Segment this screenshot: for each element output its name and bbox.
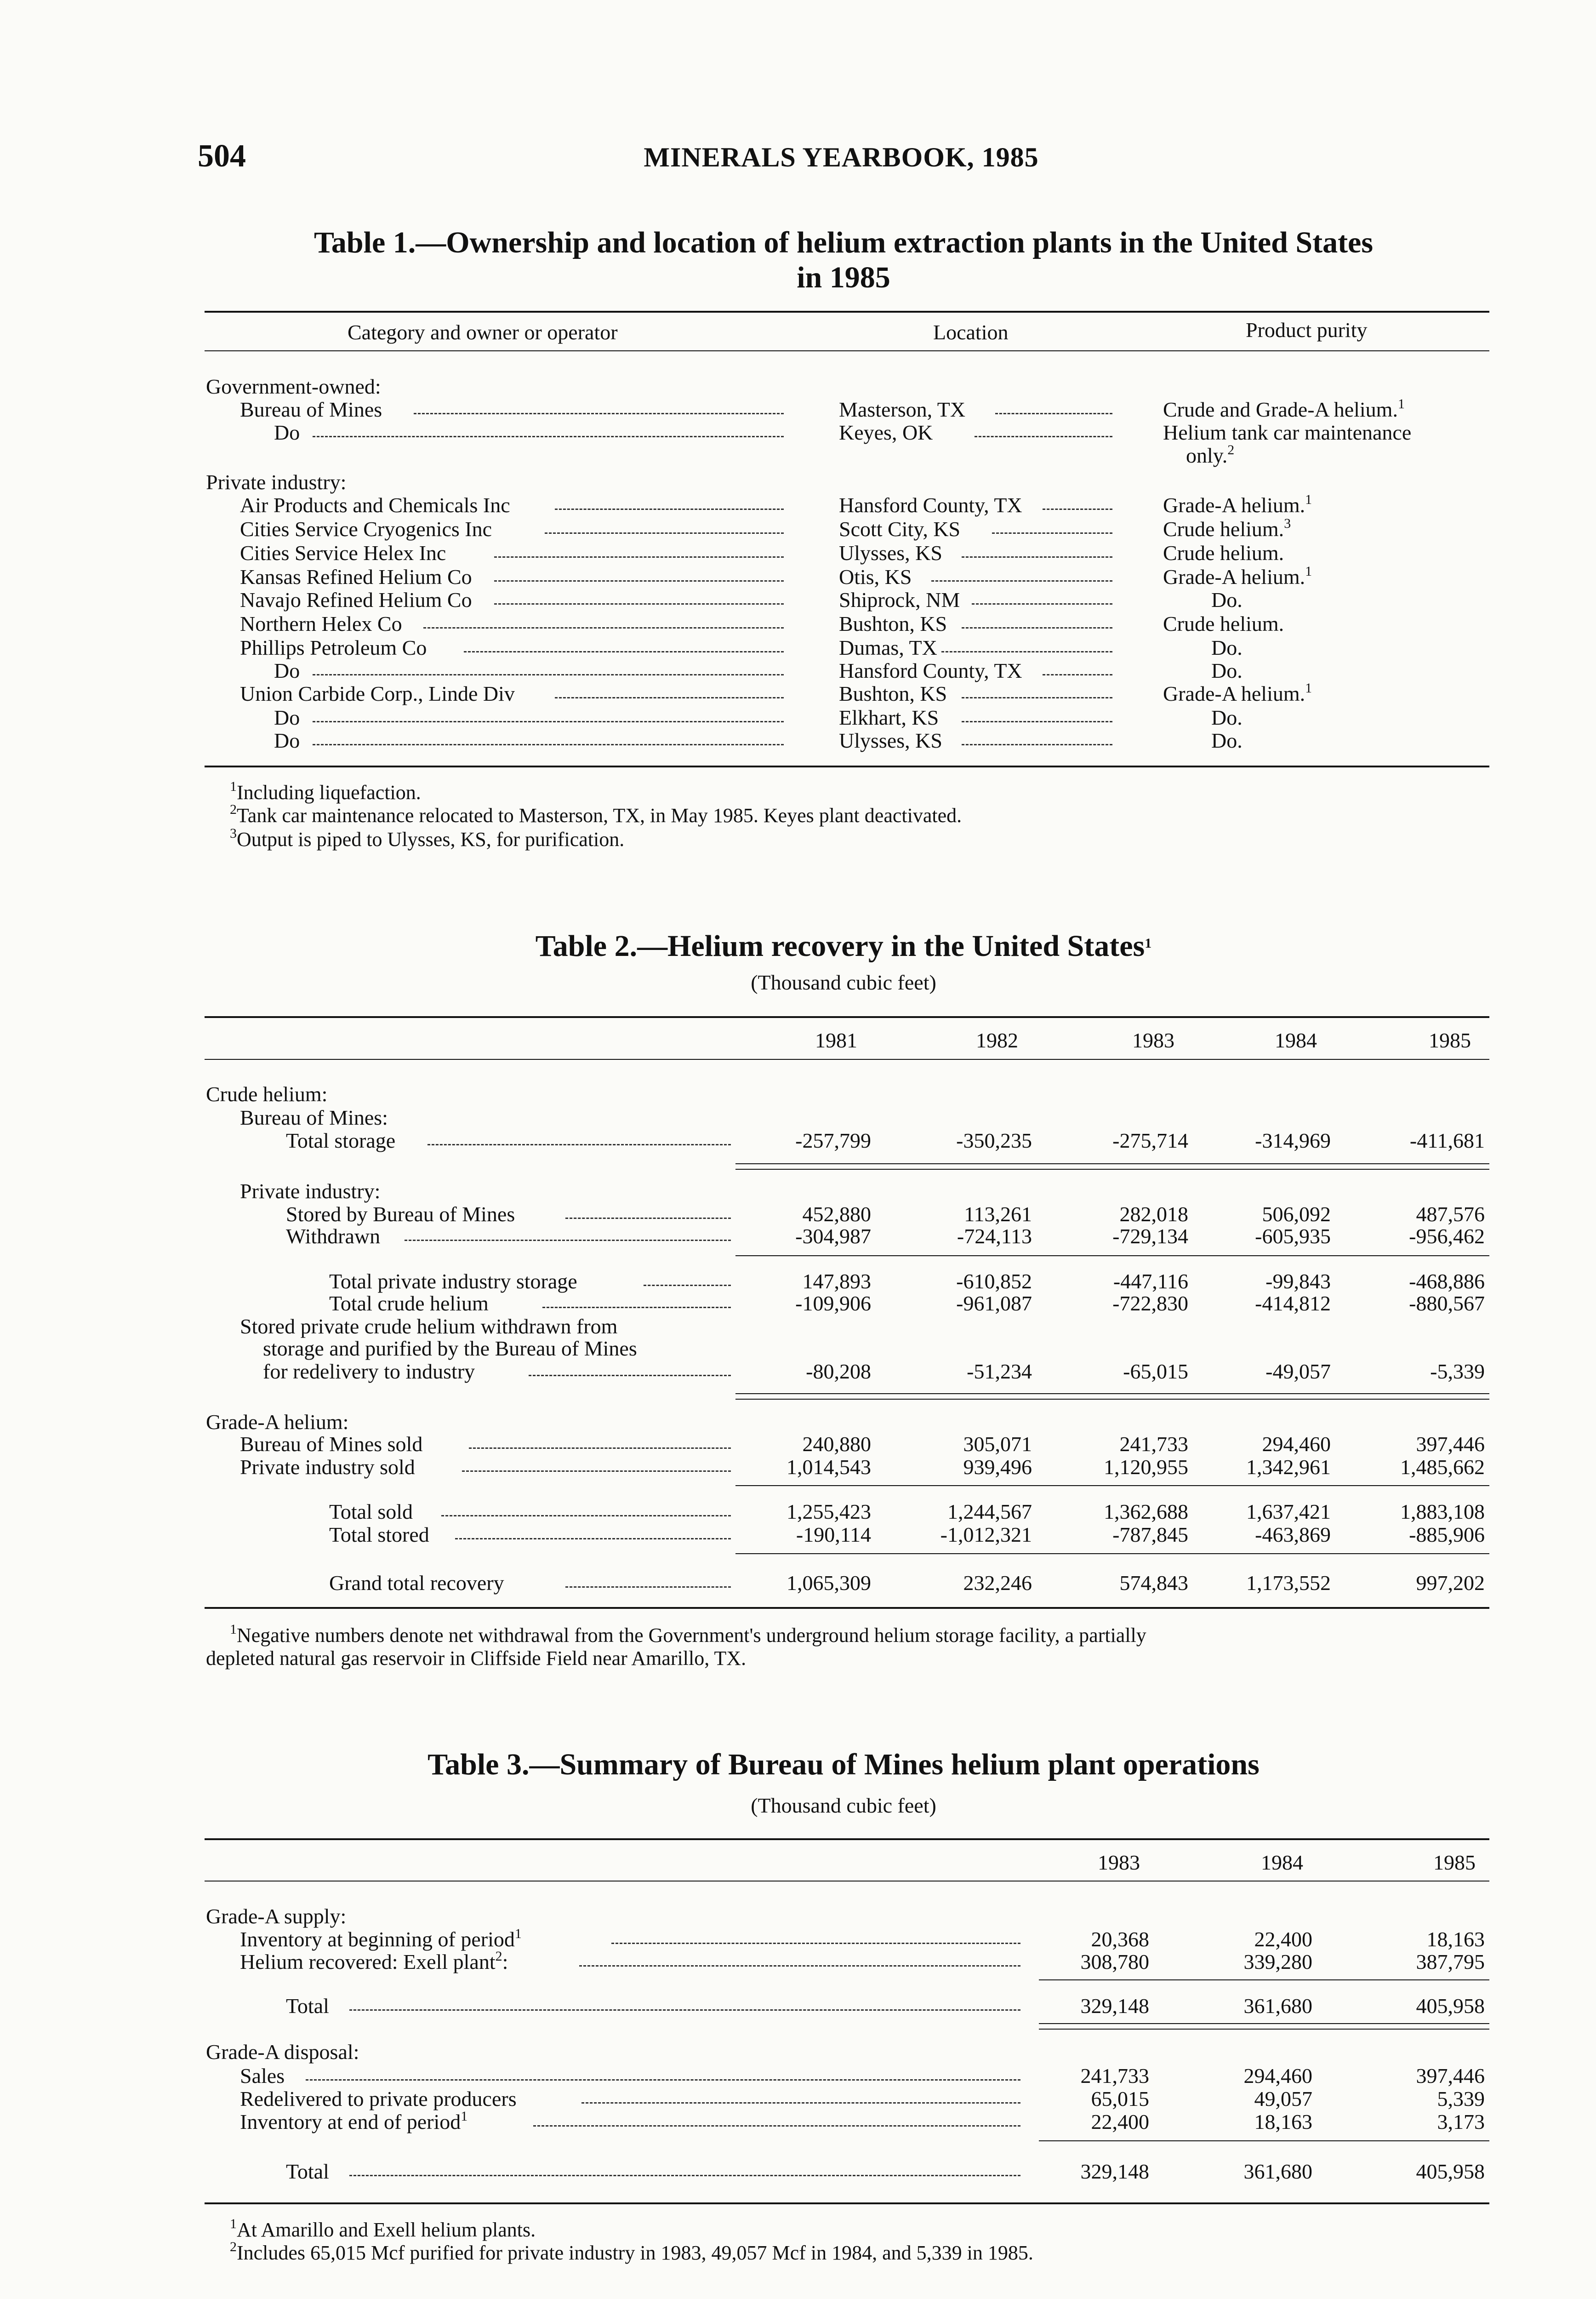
single-rule: [735, 1553, 1489, 1554]
value-cell: -80,208: [806, 1360, 871, 1383]
table1-footnote-1: $^1$Including liquefaction.: [230, 779, 421, 804]
double-rule: [735, 1163, 1489, 1170]
row-label: Total crude helium: [329, 1292, 489, 1315]
value-cell: 241,733: [1119, 1432, 1188, 1456]
purity-cell: Do.: [1211, 729, 1243, 752]
value-cell: -787,845: [1112, 1523, 1188, 1546]
purity-cell: Crude helium.: [1163, 612, 1284, 635]
row-label: Bureau of Mines sold: [240, 1432, 423, 1456]
leader-dots: [313, 721, 784, 722]
value-cell: 22,400: [1254, 1927, 1312, 1951]
table-row: Cities Service Cryogenics Inc: [240, 517, 492, 541]
leader-dots: [555, 697, 784, 698]
table-row: Bureau of Mines: [240, 398, 382, 421]
value-cell: 452,880: [802, 1202, 871, 1226]
value-cell: 405,958: [1416, 1994, 1485, 2018]
table3-title: Table 3.—Summary of Bureau of Mines helium plant operations: [428, 1748, 1260, 1781]
leader-dots: [462, 1470, 731, 1472]
row-label: Private industry:: [240, 1179, 381, 1203]
value-cell: 1,255,423: [787, 1500, 871, 1523]
table-row: Air Products and Chemicals Inc: [240, 493, 510, 517]
value-cell: 405,958: [1416, 2160, 1485, 2183]
value-cell: 997,202: [1416, 1571, 1485, 1595]
value-cell: -5,339: [1430, 1360, 1485, 1383]
double-rule: [1039, 2023, 1489, 2030]
value-cell: -190,114: [796, 1523, 871, 1546]
value-cell: 361,680: [1243, 2160, 1312, 2183]
location-cell: Bushton, KS: [839, 612, 947, 635]
table1-header-rule: [205, 350, 1489, 351]
value-cell: -275,714: [1112, 1129, 1188, 1152]
grand-total-label: Grand total recovery: [329, 1571, 504, 1595]
row-label: Helium recovered: Exell plant$^2$:: [240, 1949, 508, 1973]
year-header: 1981: [815, 1029, 857, 1052]
single-rule: [1039, 1979, 1489, 1980]
value-cell: 1,244,567: [947, 1500, 1032, 1523]
table1-section-private: Private industry:: [206, 470, 347, 494]
row-label: Withdrawn: [286, 1224, 381, 1248]
value-cell: 20,368: [1091, 1927, 1149, 1951]
single-rule: [735, 1485, 1489, 1486]
value-cell: -880,567: [1409, 1292, 1485, 1315]
table2-title: Table 2.—Helium recovery in the United States$^1$: [535, 929, 1152, 963]
leader-dots: [494, 556, 784, 558]
location-cell: Elkhart, KS: [839, 706, 939, 729]
value-cell: 5,339: [1437, 2087, 1485, 2110]
table2-unit: (Thousand cubic feet): [751, 971, 936, 994]
value-cell: 282,018: [1119, 1202, 1188, 1226]
leader-dots: [313, 674, 784, 675]
table-row: Do: [274, 659, 300, 682]
value-cell: 361,680: [1243, 1994, 1312, 2018]
leader-dots: [931, 580, 1112, 582]
table1-title: [198, 225, 1489, 295]
row-label: Inventory at beginning of period$^1$: [240, 1926, 522, 1951]
leader-dots: [533, 2125, 1020, 2127]
leader-dots: [644, 1285, 731, 1286]
value-cell: 18,163: [1254, 2110, 1312, 2133]
running-title: MINERALS YEARBOOK, 1985: [644, 142, 1039, 172]
value-cell: 241,733: [1080, 2064, 1149, 2087]
value-cell: 1,065,309: [787, 1571, 871, 1595]
value-cell: 329,148: [1080, 2160, 1149, 2183]
value-cell: -956,462: [1409, 1224, 1485, 1248]
value-cell: -605,935: [1255, 1224, 1331, 1248]
table-row: Phillips Petroleum Co: [240, 636, 427, 659]
leader-dots: [545, 532, 784, 534]
row-label: Grade-A helium:: [206, 1410, 349, 1434]
value-cell: 49,057: [1254, 2087, 1312, 2110]
table1-title-line2: in 1985: [797, 260, 890, 294]
value-cell: 397,446: [1416, 2064, 1485, 2087]
value-cell: -468,886: [1409, 1270, 1485, 1293]
value-cell: 339,280: [1243, 1950, 1312, 1973]
purity-cell: Do.: [1211, 659, 1243, 682]
location-cell: Hansford County, TX: [839, 493, 1022, 517]
purity-cell: Do.: [1211, 636, 1243, 659]
row-label: Total storage: [286, 1129, 396, 1152]
value-cell: -109,906: [795, 1292, 871, 1315]
leader-dots: [313, 436, 784, 437]
value-cell: -447,116: [1113, 1270, 1188, 1293]
value-cell: 22,400: [1091, 2110, 1149, 2133]
value-cell: 1,883,108: [1400, 1500, 1485, 1523]
table2-header-rule: [205, 1059, 1489, 1060]
leader-dots: [962, 697, 1112, 698]
value-cell: 113,261: [964, 1202, 1032, 1226]
leader-dots: [565, 1586, 731, 1588]
leader-dots: [414, 413, 784, 414]
location-cell: Hansford County, TX: [839, 659, 1022, 682]
value-cell: 939,496: [963, 1455, 1032, 1479]
page-header: [198, 138, 1485, 179]
value-cell: -411,681: [1409, 1129, 1485, 1152]
value-cell: 232,246: [963, 1571, 1032, 1595]
table1-footnote-2: $^2$Tank car maintenance relocated to Masterson, TX, in May 1985. Keyes plant deactivated.: [230, 802, 962, 827]
single-rule: [735, 1255, 1489, 1256]
table1-section-government: Government-owned:: [206, 375, 381, 398]
leader-dots: [992, 532, 1112, 534]
purity-cell: Grade-A helium.$^1$: [1163, 564, 1312, 589]
leader-dots: [349, 2009, 1020, 2011]
purity-cell: Grade-A helium.$^1$: [1163, 492, 1312, 517]
leader-dots: [469, 1447, 731, 1449]
table1-col-location: Location: [933, 320, 1009, 344]
value-cell: 1,173,552: [1246, 1571, 1331, 1595]
leader-dots: [428, 1144, 731, 1145]
row-label: Total: [286, 1994, 329, 2018]
purity-cell: Do.: [1211, 588, 1243, 612]
row-label: Stored private crude helium withdrawn from: [240, 1315, 618, 1338]
leader-dots: [423, 627, 784, 629]
value-cell: 308,780: [1080, 1950, 1149, 1973]
leader-dots: [542, 1307, 731, 1308]
value-cell: 1,485,662: [1400, 1455, 1485, 1479]
table3-footnote-1: $^1$At Amarillo and Exell helium plants.: [230, 2216, 536, 2241]
leader-dots: [962, 721, 1112, 722]
value-cell: -729,134: [1112, 1224, 1188, 1248]
row-label: Total sold: [329, 1500, 413, 1523]
value-cell: -610,852: [956, 1270, 1032, 1293]
purity-cell: Grade-A helium.$^1$: [1163, 681, 1312, 705]
leader-dots: [441, 1515, 731, 1516]
value-cell: -314,969: [1255, 1129, 1331, 1152]
value-cell: 305,071: [963, 1432, 1032, 1456]
leader-dots: [555, 509, 784, 510]
value-cell: -49,057: [1265, 1360, 1331, 1383]
value-cell: 147,893: [802, 1270, 871, 1293]
row-label: Inventory at end of period$^1$: [240, 2109, 468, 2133]
location-cell: Scott City, KS: [839, 517, 961, 541]
leader-dots: [972, 603, 1112, 605]
table-row: Union Carbide Corp., Linde Div: [240, 682, 515, 705]
leader-dots: [941, 651, 1112, 652]
value-cell: 3,173: [1437, 2110, 1485, 2133]
value-cell: -414,812: [1255, 1292, 1331, 1315]
table-row: Cities Service Helex Inc: [240, 541, 446, 565]
leader-dots: [464, 651, 784, 652]
table3-top-rule: [205, 1838, 1489, 1840]
value-cell: -257,799: [795, 1129, 871, 1152]
leader-dots: [579, 1965, 1020, 1967]
value-cell: 1,014,543: [787, 1455, 871, 1479]
value-cell: -51,234: [967, 1360, 1032, 1383]
double-rule: [735, 1393, 1489, 1400]
leader-dots: [494, 603, 784, 605]
value-cell: 387,795: [1416, 1950, 1485, 1973]
table1-footnote-3: $^3$Output is piped to Ulysses, KS, for purification.: [230, 826, 625, 851]
table3-footnote-2: $^2$Includes 65,015 Mcf purified for private industry in 1983, 49,057 Mcf in 1984, and 5,339 in 1985.: [230, 2239, 1033, 2264]
location-cell: Ulysses, KS: [839, 541, 942, 565]
year-header: 1985: [1433, 1851, 1476, 1874]
row-label: Crude helium:: [206, 1082, 328, 1106]
table1-col-owner: Category and owner or operator: [348, 320, 618, 344]
value-cell: 329,148: [1080, 1994, 1149, 2018]
value-cell: 506,092: [1262, 1202, 1331, 1226]
leader-dots: [611, 1943, 1020, 1944]
single-rule: [1039, 2140, 1489, 2141]
table-row: Kansas Refined Helium Co: [240, 565, 472, 589]
table-row: Do: [274, 706, 300, 729]
value-cell: 240,880: [802, 1432, 871, 1456]
leader-dots: [1043, 509, 1112, 510]
year-header: 1984: [1275, 1029, 1317, 1052]
table3-header-rule: [205, 1881, 1489, 1882]
leader-dots: [529, 1375, 731, 1376]
leader-dots: [975, 436, 1112, 437]
year-header: 1982: [976, 1029, 1018, 1052]
table-row: Do: [274, 421, 300, 444]
value-cell: -350,235: [956, 1129, 1032, 1152]
table2-bottom-rule: [205, 1607, 1489, 1609]
row-label: Stored by Bureau of Mines: [286, 1202, 515, 1226]
leader-dots: [565, 1218, 731, 1219]
value-cell: -722,830: [1112, 1292, 1188, 1315]
table-row: Navajo Refined Helium Co: [240, 588, 472, 612]
row-label: Bureau of Mines:: [240, 1106, 388, 1129]
year-header: 1984: [1261, 1851, 1303, 1874]
leader-dots: [306, 2079, 1020, 2081]
leader-dots: [1043, 674, 1112, 675]
page-number: 504: [198, 138, 246, 174]
row-label: for redelivery to industry: [263, 1360, 475, 1383]
row-label: Sales: [240, 2064, 285, 2087]
table2-footnote-line2: depleted natural gas reservoir in Cliffside Field near Amarillo, TX.: [206, 1647, 747, 1670]
table-row: Northern Helex Co: [240, 612, 402, 635]
row-label: Grade-A supply:: [206, 1904, 347, 1928]
value-cell: -463,869: [1255, 1523, 1331, 1546]
value-cell: 1,637,421: [1246, 1500, 1331, 1523]
value-cell: -1,012,321: [940, 1523, 1032, 1546]
document-page: 504 MINERALS YEARBOOK, 1985 Table 1.—Ownership and location of helium extraction plants in the United States in 1985 Category and owner or operator Location Product purity Government-owned: Bureau of Mines Masterson, TX Crude and Grade-A helium.$^1$ Do Keyes, OK Helium tank car maintenance only.$^2$ Private industry: Air Products and Chemicals Inc Hansford County, TX Grade-A helium.$^1$ Cities Service Cryogenics Inc Scott City, KS Crude helium.$^3$ Cities Service Helex Inc Ulysses, KS Crude helium. Kansas Refined Helium Co Otis, KS Grade-A helium.$^1$ Navajo Refined Helium Co Shiprock, NM Do. Northern Helex Co Bushton, KS Crude helium. Phillips Petroleum Co Dumas, TX Do. Do Hansford County, TX Do. Union Carbide Corp., Linde Div Bushton, KS Grade-A helium.$^1$ Do Elkhart, KS Do. Do Ulysses, KS Do. $^1$Including liquefaction. $^2$Tank car maintenance relocated to Masterson, TX, in May 1985. Keyes plant deactivated. $^3$Output is piped to Ulysses, KS, for purification. Table 2.—Helium recovery in the United States$^1$ (Thousand cubic feet) 1981 1982 1983 1984 1985 Crude helium: Bureau of Mines: Total storage -257,799 -350,235 -275,714 -314,969 -411,681 Private industry: Stored by Bureau of Mines 452,880 113,261 282,018 506,092 487,576 Withdrawn -304,987 -724,113 -729,134 -605,935 -956,462 Total private industry storage 147,893 -610,852 -447,116 -99,843 -468,886 Total crude helium -109,906 -961,087 -722,830 -414,812 -880,567 Stored private crude helium withdrawn from storage and purified by the Bureau of Mines for redelivery to industry -80,208 -51,234 -65,015 -49,057 -5,339 Grade-A helium: Bureau of Mines sold 240,880 305,071 241,733 294,460 397,446 Private industry sold 1,014,543 939,496 1,120,955 1,342,961 1,485,662 Total sold 1,255,423 1,244,567 1,362,688 1,637,421 1,883,108 Total stored -190,114 -1,012,321 -787,845 -463,869 -885,906 Grand total recovery 1,065,309 232,246 574,843 1,173,552 997,202 $^1$Negative numbers denote net withdrawal from the Government's underground helium storage facility, a partially depleted natural gas reservoir in Cliffside Field near Amarillo, TX. Table 3.—Summary of Bureau of Mines helium plant operations (Thousand cubic feet) 1983 1984 1985 Grade-A supply: Inventory at beginning of period$^1$ 20,368 22,400 18,163 Helium recovered: Exell plant$^2$: 308,780 339,280 387,795 Total 329,148 361,680 405,958 Grade-A disposal: Sales 241,733 294,460 397,446 Redelivered to private producers 65,015 49,057 5,339 Inventory at end of period$^1$ 22,400 18,163 3,173 Total 329,148 361,680 405,958 $^1$At Amarillo and Exell helium plants. $^2$Includes 65,015 Mcf purified for private industry in 1983, 49,057 Mcf in 1984, and 5,339 in 1985.: [0, 0, 1596, 2299]
leader-dots: [313, 744, 784, 745]
row-label: Total: [286, 2160, 329, 2183]
leader-dots: [405, 1240, 731, 1241]
value-cell: -304,987: [795, 1224, 871, 1248]
value-cell: 65,015: [1091, 2087, 1149, 2110]
table-row: Do: [274, 729, 300, 752]
value-cell: -961,087: [956, 1292, 1032, 1315]
table2-top-rule: [205, 1016, 1489, 1018]
value-cell: 294,460: [1243, 2064, 1312, 2087]
location-cell: Dumas, TX: [839, 636, 937, 659]
leader-dots: [962, 556, 1112, 558]
value-cell: -885,906: [1409, 1523, 1485, 1546]
value-cell: 397,446: [1416, 1432, 1485, 1456]
leader-dots: [349, 2175, 1020, 2176]
location-cell: Bushton, KS: [839, 682, 947, 705]
value-cell: -99,843: [1265, 1270, 1331, 1293]
location-cell: Otis, KS: [839, 565, 912, 589]
year-header: 1983: [1098, 1851, 1140, 1874]
row-label: storage and purified by the Bureau of Mines: [263, 1337, 637, 1360]
location-cell: Ulysses, KS: [839, 729, 942, 752]
leader-dots: [455, 1538, 731, 1539]
table1-top-rule: [205, 311, 1489, 313]
purity-cell: Crude helium.$^3$: [1163, 516, 1291, 541]
leader-dots: [962, 744, 1112, 745]
purity-cell: Do.: [1211, 706, 1243, 729]
row-label: Total stored: [329, 1523, 429, 1546]
table3-bottom-rule: [205, 2202, 1489, 2204]
table3-unit: (Thousand cubic feet): [751, 1794, 936, 1817]
table1-bottom-rule: [205, 766, 1489, 767]
leader-dots: [962, 627, 1112, 629]
leader-dots: [581, 2102, 1020, 2104]
value-cell: 294,460: [1262, 1432, 1331, 1456]
value-cell: -65,015: [1123, 1360, 1188, 1383]
row-label: Total private industry storage: [329, 1270, 577, 1293]
table1-title-line1: Table 1.—Ownership and location of helium extraction plants in the United States: [314, 226, 1374, 259]
value-cell: 487,576: [1416, 1202, 1485, 1226]
value-cell: 1,120,955: [1104, 1455, 1188, 1479]
leader-dots: [494, 580, 784, 582]
location-cell: Shiprock, NM: [839, 588, 960, 612]
year-header: 1985: [1429, 1029, 1471, 1052]
table2-footnote-line1: $^1$Negative numbers denote net withdrawal from the Government's underground helium storage facility, a partially: [230, 1622, 1146, 1647]
value-cell: 574,843: [1119, 1571, 1188, 1595]
value-cell: 1,342,961: [1246, 1455, 1331, 1479]
year-header: 1983: [1132, 1029, 1174, 1052]
row-label: Private industry sold: [240, 1455, 415, 1479]
leader-dots: [995, 413, 1112, 414]
value-cell: 18,163: [1426, 1927, 1485, 1951]
row-label: Redelivered to private producers: [240, 2087, 517, 2110]
value-cell: -724,113: [957, 1224, 1032, 1248]
purity-cell: Crude helium.: [1163, 541, 1284, 565]
row-label: Grade-A disposal:: [206, 2040, 359, 2064]
table1-col-purity: Product purity: [1246, 318, 1368, 342]
value-cell: 1,362,688: [1104, 1500, 1188, 1523]
